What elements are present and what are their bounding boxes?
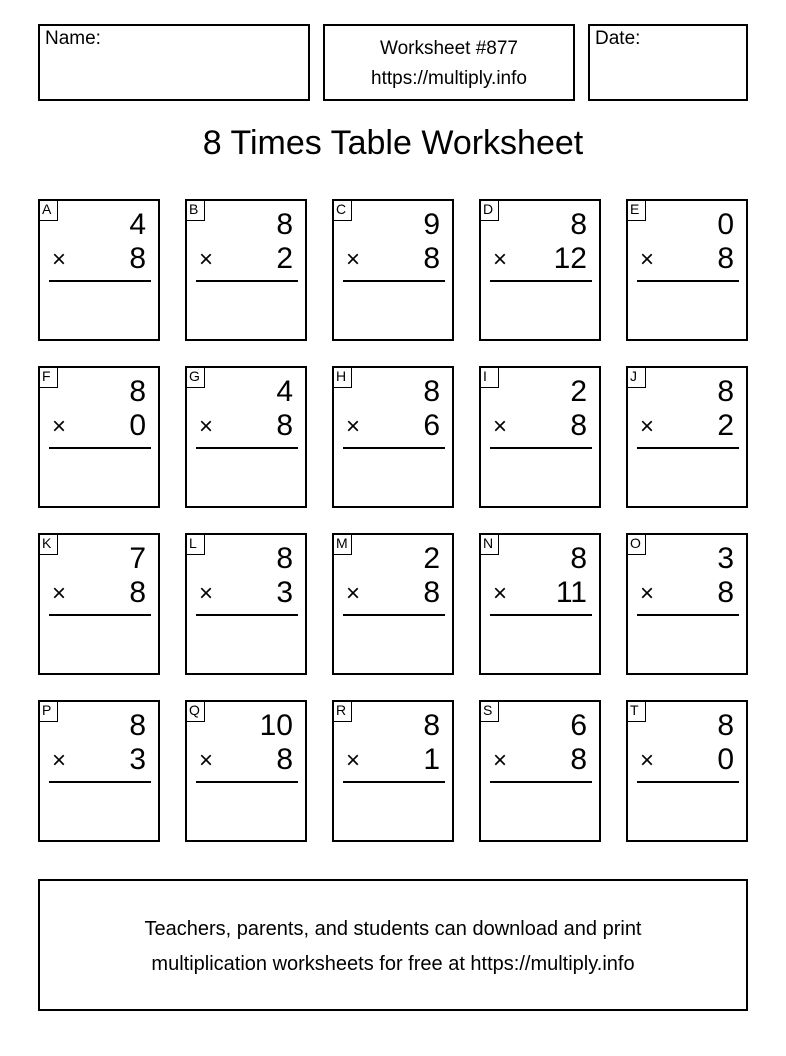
multiplicand: 8	[717, 375, 734, 408]
multiplier: 0	[129, 409, 146, 442]
multiplicand: 4	[276, 375, 293, 408]
worksheet-info-box	[323, 24, 575, 101]
problem-card-o[interactable]	[626, 533, 748, 675]
multiplier: 8	[276, 743, 293, 776]
problem-letter: R	[332, 700, 352, 722]
multiplier: 8	[570, 409, 587, 442]
times-sign: ×	[346, 580, 361, 607]
multiplier: 12	[553, 242, 587, 275]
worksheet-number: Worksheet #877	[379, 38, 518, 59]
multiplicand: 2	[423, 542, 440, 575]
multiplier: 8	[717, 576, 734, 609]
times-sign: ×	[640, 747, 655, 774]
problem-letter: C	[332, 199, 352, 221]
multiplier: 2	[717, 409, 734, 442]
multiplicand: 8	[570, 208, 587, 241]
problem-card-b[interactable]	[185, 199, 307, 341]
problem-card-q[interactable]	[185, 700, 307, 842]
times-sign: ×	[199, 246, 214, 273]
times-sign: ×	[346, 413, 361, 440]
answer-line	[637, 614, 739, 616]
problem-card-l[interactable]	[185, 533, 307, 675]
answer-line	[343, 280, 445, 282]
multiplicand: 8	[129, 375, 146, 408]
problem-card-m[interactable]	[332, 533, 454, 675]
multiplicand: 8	[570, 542, 587, 575]
problem-letter: A	[38, 199, 58, 221]
problem-card-d[interactable]	[479, 199, 601, 341]
times-sign: ×	[52, 246, 67, 273]
answer-line	[49, 614, 151, 616]
times-sign: ×	[199, 747, 214, 774]
multiplier: 8	[276, 409, 293, 442]
problem-letter: G	[185, 366, 205, 388]
answer-line	[490, 781, 592, 783]
problem-letter: M	[332, 533, 352, 555]
answer-line	[490, 614, 592, 616]
times-sign: ×	[52, 580, 67, 607]
multiplicand: 8	[276, 208, 293, 241]
problem-letter: F	[38, 366, 58, 388]
problem-letter: D	[479, 199, 499, 221]
page-title: 8 Times Table Worksheet	[202, 124, 584, 162]
problem-card-f[interactable]	[38, 366, 160, 508]
times-sign: ×	[493, 413, 508, 440]
multiplicand: 3	[717, 542, 734, 575]
answer-line	[343, 614, 445, 616]
multiplicand: 8	[129, 709, 146, 742]
times-sign: ×	[52, 747, 67, 774]
answer-line	[49, 447, 151, 449]
answer-line	[343, 447, 445, 449]
multiplier: 8	[129, 242, 146, 275]
times-sign: ×	[346, 747, 361, 774]
answer-line	[343, 781, 445, 783]
multiplier: 3	[276, 576, 293, 609]
footer-box	[38, 879, 748, 1011]
problem-letter: Q	[185, 700, 205, 722]
date-label: Date:	[595, 28, 641, 49]
answer-line	[490, 447, 592, 449]
problem-letter: E	[626, 199, 646, 221]
problem-letter: T	[626, 700, 646, 722]
problem-card-k[interactable]	[38, 533, 160, 675]
answer-line	[196, 280, 298, 282]
multiplicand: 4	[129, 208, 146, 241]
problem-card-g[interactable]	[185, 366, 307, 508]
problem-card-n[interactable]	[479, 533, 601, 675]
problem-letter: P	[38, 700, 58, 722]
multiplicand: 9	[423, 208, 440, 241]
multiplier: 8	[570, 743, 587, 776]
problem-letter: N	[479, 533, 499, 555]
multiplier: 8	[129, 576, 146, 609]
multiplier: 11	[555, 576, 587, 609]
answer-line	[196, 614, 298, 616]
multiplicand: 7	[129, 542, 146, 575]
problem-card-j[interactable]	[626, 366, 748, 508]
answer-line	[637, 447, 739, 449]
problem-card-h[interactable]	[332, 366, 454, 508]
times-sign: ×	[52, 413, 67, 440]
multiplicand: 6	[570, 709, 587, 742]
multiplier: 1	[423, 743, 440, 776]
problem-letter: S	[479, 700, 499, 722]
name-box[interactable]	[38, 24, 310, 101]
answer-line	[49, 280, 151, 282]
multiplier: 8	[423, 576, 440, 609]
multiplicand: 8	[423, 375, 440, 408]
footer-line-1: Teachers, parents, and students can download and print	[144, 918, 642, 940]
times-sign: ×	[199, 580, 214, 607]
times-sign: ×	[493, 246, 508, 273]
multiplicand: 8	[717, 709, 734, 742]
multiplier: 8	[423, 242, 440, 275]
multiplicand: 2	[570, 375, 587, 408]
problem-letter: J	[626, 366, 646, 388]
answer-line	[196, 447, 298, 449]
problem-letter: I	[479, 366, 499, 388]
problem-card-e[interactable]	[626, 199, 748, 341]
times-sign: ×	[199, 413, 214, 440]
answer-line	[196, 781, 298, 783]
problem-letter: B	[185, 199, 205, 221]
answer-line	[49, 781, 151, 783]
problem-card-r[interactable]	[332, 700, 454, 842]
times-sign: ×	[640, 580, 655, 607]
problem-card-t[interactable]	[626, 700, 748, 842]
answer-line	[490, 280, 592, 282]
name-label: Name:	[45, 28, 101, 49]
problem-letter: H	[332, 366, 352, 388]
problem-card-i[interactable]	[479, 366, 601, 508]
problem-letter: L	[185, 533, 205, 555]
times-sign: ×	[346, 246, 361, 273]
times-sign: ×	[640, 246, 655, 273]
problem-letter: K	[38, 533, 58, 555]
footer-line-2: multiplication worksheets for free at https://multiply.info	[151, 953, 635, 975]
multiplicand: 10	[259, 709, 293, 742]
multiplicand: 8	[276, 542, 293, 575]
problem-card-c[interactable]	[332, 199, 454, 341]
multiplier: 3	[129, 743, 146, 776]
times-sign: ×	[493, 747, 508, 774]
multiplier: 6	[423, 409, 440, 442]
answer-line	[637, 280, 739, 282]
problem-card-a[interactable]	[38, 199, 160, 341]
times-sign: ×	[640, 413, 655, 440]
worksheet-url: https://multiply.info	[371, 68, 527, 89]
multiplicand: 8	[423, 709, 440, 742]
answer-line	[637, 781, 739, 783]
problem-card-s[interactable]	[479, 700, 601, 842]
multiplicand: 0	[717, 208, 734, 241]
date-box[interactable]	[588, 24, 748, 101]
problem-letter: O	[626, 533, 646, 555]
multiplier: 8	[717, 242, 734, 275]
problem-card-p[interactable]	[38, 700, 160, 842]
times-sign: ×	[493, 580, 508, 607]
multiplier: 0	[717, 743, 734, 776]
multiplier: 2	[276, 242, 293, 275]
